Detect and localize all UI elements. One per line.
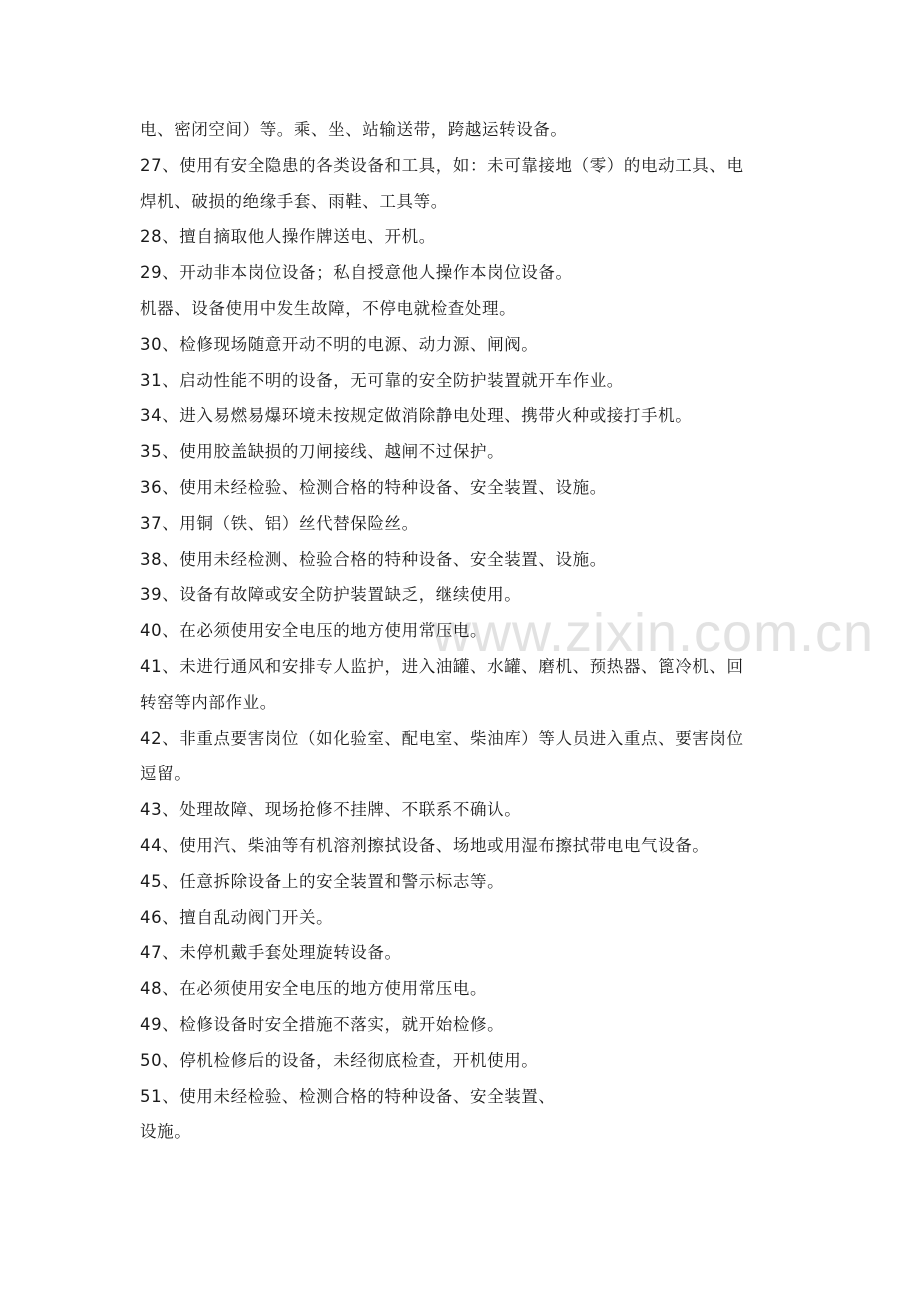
text-line: 47、未停机戴手套处理旋转设备。: [140, 943, 402, 963]
text-line: 38、使用未经检测、检验合格的特种设备、安全装置、设施。: [140, 549, 607, 569]
text-line: 焊机、破损的绝缘手套、雨鞋、工具等。: [140, 191, 448, 211]
text-line: 29、开动非本岗位设备；私自授意他人操作本岗位设备。: [140, 263, 573, 283]
text-line: 28、擅自摘取他人操作牌送电、开机。: [140, 227, 436, 247]
text-line: 36、使用未经检验、检测合格的特种设备、安全装置、设施。: [140, 477, 607, 497]
text-line: 37、用铜（铁、铝）丝代替保险丝。: [140, 513, 419, 533]
text-line: 39、设备有故障或安全防护装置缺乏，继续使用。: [140, 585, 522, 605]
text-line: 27、使用有安全隐患的各类设备和工具，如：未可靠接地（零）的电动工具、电: [140, 155, 744, 175]
document-body: [140, 112, 800, 1150]
text-line: 设施。: [140, 1122, 192, 1142]
text-line: 34、进入易燃易爆环境未按规定做消除静电处理、携带火种或接打手机。: [140, 406, 693, 426]
text-line: 44、使用汽、柴油等有机溶剂擦拭设备、场地或用湿布擦拭带电电气设备。: [140, 835, 710, 855]
text-line: 30、检修现场随意开动不明的电源、动力源、闸阀。: [140, 334, 539, 354]
text-line: 43、处理故障、现场抢修不挂牌、不联系不确认。: [140, 800, 522, 820]
text-line: 转窑等内部作业。: [140, 692, 277, 712]
text-line: 35、使用胶盖缺损的刀闸接线、越闸不过保护。: [140, 442, 505, 462]
text-line: 51、使用未经检验、检测合格的特种设备、安全装置、: [140, 1086, 556, 1106]
text-line: 42、非重点要害岗位（如化验室、配电室、柴油库）等人员进入重点、要害岗位: [140, 728, 744, 748]
watermark: www.zixin.com.cn: [432, 603, 875, 663]
text-line: 49、检修设备时安全措施不落实，就开始检修。: [140, 1014, 505, 1034]
text-line: 40、在必须使用安全电压的地方使用常压电。: [140, 621, 488, 641]
text-line: 逗留。: [140, 764, 192, 784]
text-line: 46、擅自乱动阀门开关。: [140, 907, 334, 927]
text-line: 机器、设备使用中发生故障，不停电就检查处理。: [140, 298, 517, 318]
text-line: 41、未进行通风和安排专人监护，进入油罐、水罐、磨机、预热器、篦冷机、回: [140, 656, 744, 676]
text-line: 50、停机检修后的设备，未经彻底检查，开机使用。: [140, 1050, 539, 1070]
text-line: 45、任意拆除设备上的安全装置和警示标志等。: [140, 871, 505, 891]
text-line: 电、密闭空间）等。乘、坐、站输送带，跨越运转设备。: [140, 120, 568, 139]
text-line: 48、在必须使用安全电压的地方使用常压电。: [140, 979, 488, 999]
text-line: 31、启动性能不明的设备，无可靠的安全防护装置就开车作业。: [140, 370, 624, 390]
